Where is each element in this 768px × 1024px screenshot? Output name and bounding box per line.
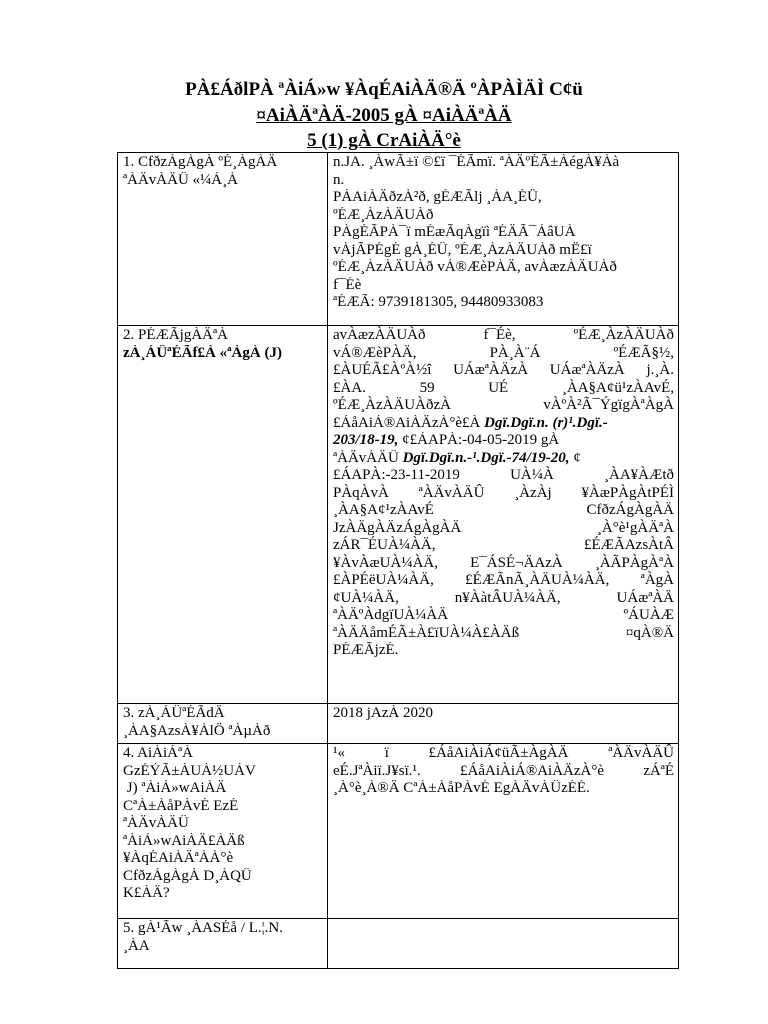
row-4-value-cell (328, 744, 679, 919)
row-1-value-cell (328, 153, 679, 326)
document-title-line-2: ¤AiÀÄªÀÄ-2005 gÀ ¤AiÀÄªÀÄ (256, 105, 512, 126)
applicant-line: PÀgÉÃPÀ¯ï mÉæÃqÀgïì ªÉÄÃ¯ÁâUÀ (333, 224, 576, 240)
document-detail-line: JzÀÄgÀÄzÁgÀgÀÄ ¸À°è¹gÀÄªÀ (333, 519, 674, 536)
table-row (118, 919, 679, 969)
applicant-line: ºÉÆ¸ÀzÀÄUÀð (333, 206, 434, 223)
row-4-label-line: ªÀÄvÀÄÛ (123, 815, 189, 831)
row-4-label-cell (118, 744, 328, 919)
row-3-value-cell (328, 704, 679, 744)
document-detail-line: £ÀPÉëUÀ¼ÀÄ, £ÉÆÃnÃ¸ÀÄUÀ¼ÀÄ, ªÀgÀ (333, 572, 674, 588)
document-detail-line: ªÀÄÄåmÉÃ±À£ïUÀ¼À£ÀÄß ¤qÀ®Ä (333, 624, 674, 641)
document-detail-line: 203/18-19, ¢£ÁAPÀ:-04-05-2019 gÀ (333, 432, 560, 448)
row-3-label-line: ¸ÀA§AzsÀ¥ÀlÖ ªÀµÀð (123, 722, 271, 739)
table-row (118, 153, 679, 326)
document-detail-line: zÁR¯ÉUÀ¼ÀÄ, £ÉÆÃAzsÀtÂ (333, 537, 674, 553)
document-detail-line: avÀæzÀÄUÀð f¯Éè, ºÉÆ¸ÀzÀÄUÀð (333, 327, 674, 343)
document-detail-line: ¸ÀA§A¢¹zÀAvÉ CfðzÁgÀgÀÄ (333, 502, 674, 518)
row-4-label-line: J) ªÀiÁ»wAiÀÄ (123, 780, 227, 796)
row-2-value-cell (328, 326, 679, 704)
citation-reference: Dgï.Dgï.n. (r)¹.Dgï.- (484, 414, 608, 431)
row-1-label-line: ªÀÄvÀÄÛ «¼Á¸À (123, 171, 238, 188)
row-4-label-line: CfðzÁgÀgÀ D¸ÀQÛ (123, 867, 252, 884)
row-4-label-line: CªÀ±ÀåPÀvÉ EzÉ (123, 797, 239, 814)
applicant-line: f¯Éè (333, 276, 362, 293)
purpose-line: ¹« ï £ÁåAiÀiÁ¢üÃ±ÀgÀÄ ªÀÄvÀÄÛ (333, 745, 674, 761)
purpose-line: eÉ.JªÀiï.J¥sï.¹. £ÁåAiÀiÁ®AiÀÄzÀ°è zÁªÉ (333, 762, 674, 779)
applicant-line: n.JA. ¸ÀwÃ±ï ©£ï ¯ÉÃmï. ªÀÄºÉÃ±ÀégÀ¥Àà (333, 154, 620, 170)
row-2-label-line: zÀ¸ÁÛªÉÃf£À «ªÀgÀ (J) (123, 344, 282, 361)
row-4-label-line: GzÉÝÃ±ÀUÀ½UÁV (123, 762, 256, 779)
year-range: 2018 jAzÀ 2020 (333, 705, 433, 721)
document-detail-line: ªÀÄvÀÄÛ Dgï.Dgï.n.-¹.Dgï.-74/19-20, ¢ (333, 449, 581, 466)
row-4-label-line: ¥ÀqÉAiÀÄªÀÀ°è (123, 850, 234, 866)
row-3-label-line: 3. zÀ¸ÁÛªÉÃdÄ (123, 705, 225, 721)
document-detail-line: £ÀA. 59 UÉ ¸ÀA§A¢ü¹zÀAvÉ, (333, 379, 674, 396)
citation-reference: Dgï.Dgï.n.-¹.Dgï.-74/19-20, (402, 449, 570, 466)
row-4-label-line: 4. AiÀiÁªÀ (123, 745, 193, 761)
row-2-label-cell (118, 326, 328, 704)
document-detail-line: ¢UÀ¼ÀÄ, n¥ÀàtÂUÀ¼ÀÄ, UÁæªÀÄ (333, 589, 674, 606)
row-3-label-cell (118, 704, 328, 744)
document-detail-line: £ÁåAiÁ®AiÀÄzÀ°è£À Dgï.Dgï.n. (r)¹.Dgï.- (333, 414, 608, 431)
applicant-phone: ªÉÆÃ: 9739181305, 94480933083 (333, 294, 544, 310)
document-detail-line: PÉÆÃjzÉ. (333, 642, 399, 658)
document-detail-line: ¥ÀvÀæUÀ¼ÀÄ, E¯ÁSÉ¬ÄAzÀ ¸ÀÃPÀgÀªÀ (333, 554, 674, 571)
row-5-value-cell (328, 919, 679, 969)
table-row (118, 326, 679, 704)
document-detail-line: £ÀUÉÃ£ÀºÀ½î UÁæªÀÄzÀ UÁæªÀÄzÀ j.¸À. (333, 362, 674, 378)
row-4-label-line: K£ÀÄ? (123, 885, 170, 901)
document-title-line-3: 5 (1) gÀ CrAiÀÄ°è (307, 130, 461, 151)
document-detail-line: ªÀÄºÀdgïUÀ¼ÀÄ ºÁUÀÆ (333, 607, 674, 623)
row-1-label-line: 1. CfðzÁgÀgÀ ºÉ¸ÀgÀÄ (123, 154, 278, 170)
applicant-line: vÀjÃPÉgÉ gÀ¸ÉÛ, ºÉÆ¸ÀzÀÄUÀð mË£ï (333, 241, 592, 258)
document-detail-line: PÀqÀvÀ ªÀÄvÀÄÛ ¸ÀzÀj ¥ÀæPÀgÀtPÉÌ (333, 484, 674, 501)
row-5-label-cell (118, 919, 328, 969)
row-5-label-line: ¸ÀA (123, 937, 150, 954)
table-row (118, 744, 679, 919)
application-details-table (117, 152, 679, 969)
purpose-line: ¸À°è¸À®Ä CªÀ±ÀåPÀvÉ EgÀÄvÀÛzÉÉ. (333, 780, 590, 796)
document-detail-line: vÁ®ÆèPÀÄ, PÀ¸À¨Á ºÉÆÃ§½, (333, 344, 674, 361)
applicant-line: n. (333, 171, 345, 188)
applicant-line: PÁAiÀÄðzÀ²ð, gÉÆÃlj ¸ÀA¸ÉÜ, (333, 189, 542, 205)
row-1-label-cell (118, 153, 328, 326)
applicant-line: ºÉÆ¸ÀzÀÄUÀð vÁ®ÆèPÀÄ, avÀæzÀÄUÀð (333, 259, 617, 275)
document-title-line-1: PÀ£ÁðlPÀ ªÀiÁ»w ¥ÀqÉAiÀÄ®Ä ºÀPÀÌÄÌ C¢ü (185, 79, 583, 100)
document-detail-line: ºÉÆ¸ÀzÀÄUÀðzÀ vÀºÀ²Ã¯ÝgïgÀªÀgÀ (333, 397, 674, 413)
row-5-label-line: 5. gÀ¹Ãw ¸ÀASÉå / L.¦.N. (123, 920, 283, 936)
row-2-label-line: 2. PÉÆÃjgÀÄªÀ (123, 327, 228, 343)
row-4-label-line: ªÀiÁ»wAiÀÄ£ÀÄß (123, 832, 245, 849)
document-detail-line: £ÁAPÀ:-23-11-2019 UÀ¼À ¸ÀA¥ÀÆtð (333, 467, 674, 483)
table-row (118, 704, 679, 744)
